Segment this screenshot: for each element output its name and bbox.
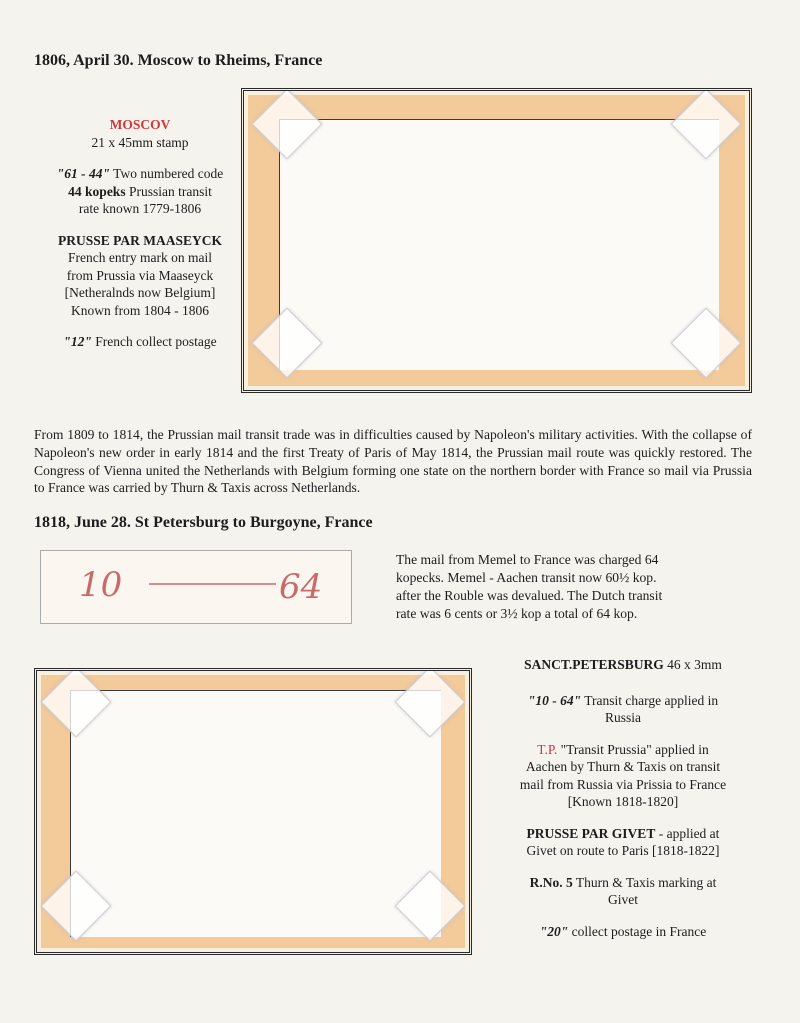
memel-note	[396, 551, 736, 623]
prusse-line2: from Prussia via Maaseyck	[66, 267, 214, 283]
code-61-44-label: "61 - 44"	[56, 166, 111, 181]
photo-corner-top-right	[395, 671, 466, 737]
photo-corner-bottom-right	[395, 871, 466, 942]
prusse-givet-label: PRUSSE PAR GIVET	[526, 825, 656, 841]
photo-corner-bottom-left	[252, 308, 323, 379]
photo-corner-top-left	[252, 91, 323, 159]
photo-corner-bottom-right	[671, 308, 742, 379]
collect-20-label: "20"	[539, 923, 569, 939]
rate-marking-ink	[41, 551, 351, 623]
sanct-petersburg-size: 46 x 3mm	[663, 657, 722, 672]
tp-line3: mail from Russia via Prissia to France	[519, 776, 727, 792]
memel-line3: after the Rouble was devalued. The Dutch transit	[396, 588, 663, 603]
kopeks-label: 44 kopeks	[68, 183, 126, 199]
rno5-line2: Givet	[608, 892, 638, 907]
rate-left-number: 10	[79, 565, 123, 605]
collect-12-text: French collect postage	[91, 334, 217, 349]
rno5-label: R.No. 5	[529, 874, 573, 890]
section2-heading: 1818, June 28. St Petersburg to Burgoyne, France	[34, 514, 373, 531]
prusse-line3: [Netheralnds now Belgium]	[64, 285, 216, 300]
section1-heading: 1806, April 30. Moscow to Rheims, France	[34, 52, 323, 69]
moscov-size: 21 x 45mm stamp	[91, 134, 189, 150]
tp-text: "Transit Prussia" applied in	[557, 741, 709, 757]
code-10-64-line2: Russia	[604, 710, 641, 725]
cover-frame-2	[34, 668, 472, 955]
photo-corner-top-left	[41, 671, 112, 737]
code-61-44-text: Two numbered code	[110, 166, 224, 181]
rate-right-number: 64	[279, 567, 323, 607]
prusse-line4: Known from 1804 - 1806	[71, 302, 209, 318]
tp-label: T.P.	[537, 741, 558, 757]
rno5-text: Thurn & Taxis marking at	[572, 874, 717, 890]
section2-notes	[492, 656, 754, 954]
kopeks-text: Prussian transit	[125, 183, 212, 199]
prusse-maaseyck-label: PRUSSE PAR MAASEYCK	[57, 232, 222, 248]
memel-line1: The mail from Memel to France was charged 64	[396, 552, 659, 567]
cover-frame-1	[241, 88, 752, 393]
collect-20-text: collect postage in France	[568, 923, 707, 939]
tp-line4: [Known 1818-1820]	[567, 794, 679, 809]
collect-12-label: "12"	[63, 334, 92, 349]
tp-line2: Aachen by Thurn & Taxis on transit	[525, 759, 721, 774]
code-10-64-text: Transit charge applied in	[581, 692, 719, 708]
memel-line2: kopecks. Memel - Aachen transit now 60½ kop.	[396, 570, 657, 585]
section1-notes	[20, 116, 260, 365]
prusse-line1: French entry mark on mail	[68, 250, 212, 265]
rate-marking-strip	[40, 550, 352, 624]
code-10-64-label: "10 - 64"	[527, 692, 582, 708]
photo-corner-top-right	[671, 91, 742, 159]
photo-corner-bottom-left	[41, 871, 112, 942]
memel-line4: rate was 6 cents or 3½ kop a total of 64 kop.	[396, 606, 638, 621]
moscov-label: MOSCOV	[109, 117, 171, 132]
prusse-givet-line2: Givet on route to Paris [1818-1822]	[526, 843, 720, 858]
history-paragraph: From 1809 to 1814, the Prussian mail transit trade was in difficulties caused by Napoleon's military activities. With the collapse of Napoleon's new order in early 1814 and the first Treaty of Paris of May 1814, the Prussian mail route was quickly restored. The Congress of Vienna united the Netherlands with Belgium forming one state on the northern border with France so mail via Prussia to France was carried by Thurn & Taxis across Netherlands.	[34, 427, 752, 496]
sanct-petersburg-label: SANCT.PETERSBURG	[524, 657, 664, 672]
prusse-givet-text: - applied at	[655, 825, 720, 841]
kopeks-line2: rate known 1779-1806	[78, 201, 202, 216]
